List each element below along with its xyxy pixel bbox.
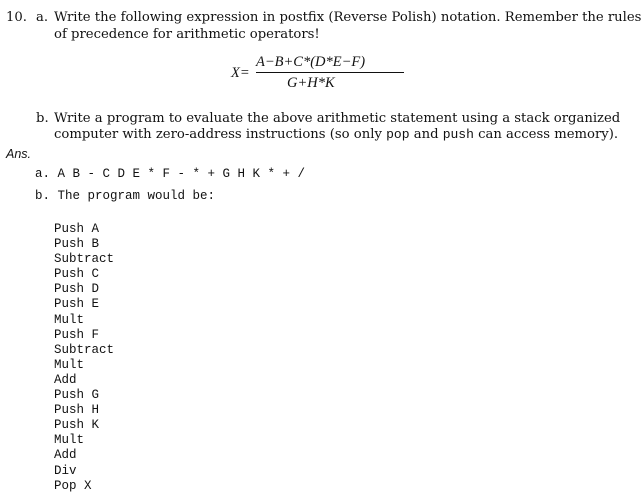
part-a-text-line2: of precedence for arithmetic operators! <box>54 27 320 42</box>
part-a-text-line1: Write the following expression in postfix (Reverse Polish) notation. Remember the rules <box>54 10 642 25</box>
answer-part-b: b. The program would be: <box>35 189 216 203</box>
program-line: Add <box>54 372 77 387</box>
program-line: Push E <box>54 297 100 312</box>
formula-lhs: X= <box>231 65 250 81</box>
part-b-text-start: computer with zero-address instructions (so only <box>54 127 387 142</box>
answer-part-a: a. A B - C D E * F - * + G H K * + / <box>35 167 306 181</box>
program-line: Push A <box>54 222 100 236</box>
program-line: Push D <box>54 282 100 297</box>
program-line: Mult <box>54 433 85 448</box>
program-line: Subtract <box>54 252 115 267</box>
part-b-text-mid: and <box>409 127 443 142</box>
formula-numerator: A−B+C*(D*E−F) <box>256 54 366 70</box>
code-pop: pop <box>386 127 410 142</box>
part-b-text-line1: Write a program to evaluate the above arithmetic statement using a stack organized <box>54 111 621 126</box>
formula <box>231 53 421 97</box>
program-line: Push K <box>54 418 100 433</box>
answer-label: Ans. <box>6 147 32 161</box>
program-listing <box>54 222 114 494</box>
program-line: Add <box>54 448 77 463</box>
part-a-label: a. <box>36 10 49 25</box>
formula-denominator: G+H*K <box>287 75 335 91</box>
program-line: Subtract <box>54 342 115 357</box>
fraction-bar <box>256 72 404 73</box>
part-b-text-end: can access memory). <box>473 127 619 142</box>
part-b-text-line2 <box>54 126 618 143</box>
code-push: push <box>442 127 474 142</box>
part-b-label: b. <box>36 111 49 126</box>
program-line: Push H <box>54 403 100 418</box>
question-number: 10. <box>6 10 27 25</box>
program-line: Mult <box>54 312 85 327</box>
program-line: Mult <box>54 357 85 372</box>
program-line: Push F <box>54 327 100 342</box>
program-line: Push G <box>54 388 100 403</box>
program-line: Div <box>54 463 77 478</box>
program-line: Pop X <box>54 478 92 493</box>
program-line: Push C <box>54 267 100 282</box>
program-line: Push B <box>54 237 100 252</box>
